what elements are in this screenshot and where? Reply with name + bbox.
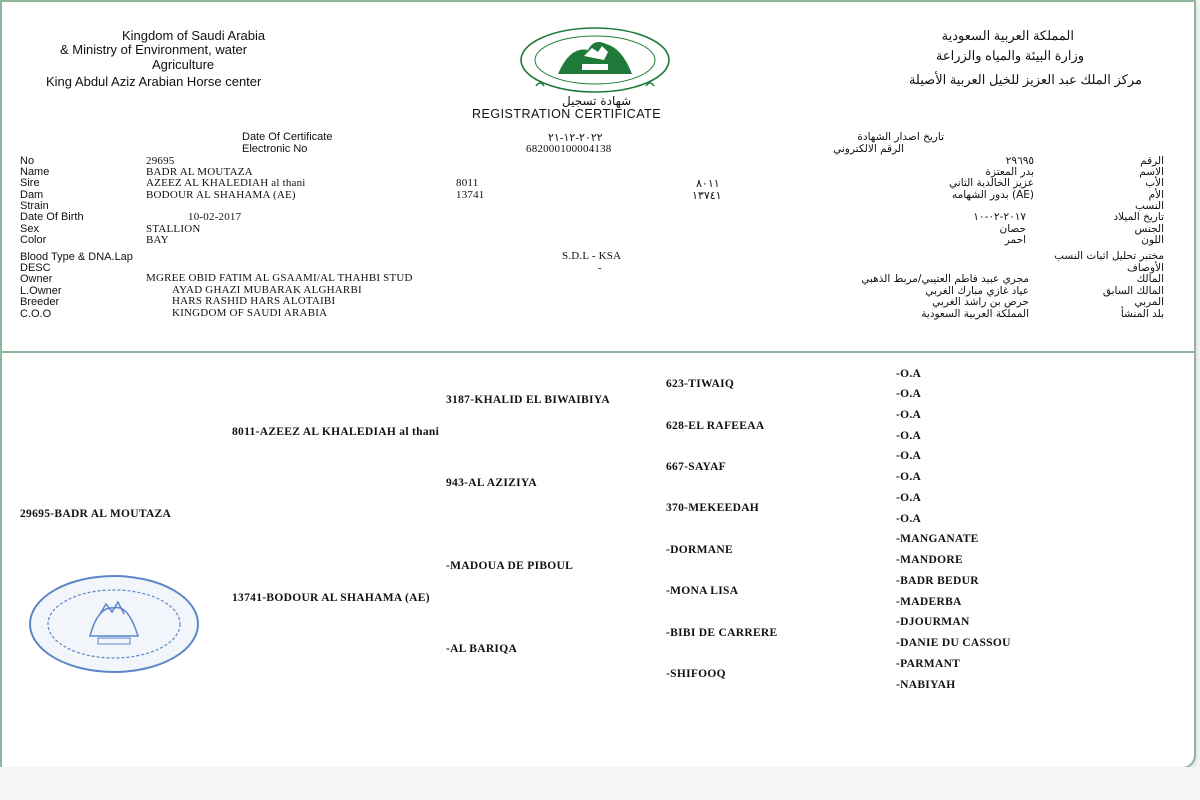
field-label-ar: الجنس <box>1134 223 1164 235</box>
field-extra-ar: ١٣٧٤١ <box>692 190 722 202</box>
official-stamp <box>28 574 200 674</box>
owner-value-ar: مجري عبيد فاطم العتيبي/مربط الذهبي <box>861 273 1029 285</box>
header-en-line1: Kingdom of Saudi Arabia <box>122 28 266 43</box>
title-en: REGISTRATION CERTIFICATE <box>472 107 662 121</box>
pedigree-gen3: -DORMANE <box>666 544 733 556</box>
field-value: BAY <box>146 234 169 246</box>
horse-emblem-icon <box>518 26 672 94</box>
owner-value: MGREE OBID FATIM AL GSAAMI/AL THAHBI STUD <box>146 272 413 284</box>
header-en-line2: & Ministry of Environment, water <box>60 42 248 57</box>
pedigree-gen3: 628-EL RAFEEAA <box>666 420 765 432</box>
field-extra-ar: ٨٠١١ <box>696 178 720 190</box>
pedigree-gen4: -O.A <box>896 492 922 504</box>
pedigree-gen3: 667-SAYAF <box>666 461 727 473</box>
desc-label: DESC <box>20 262 51 274</box>
field-label: No <box>20 155 35 167</box>
field-value-ar: عزيز الخالدية الثاني <box>949 177 1034 189</box>
date-of-certificate-label: Date Of Certificate <box>242 131 333 143</box>
owner-value-ar: المملكة العربية السعودية <box>921 308 1029 320</box>
owner-label: L.Owner <box>20 285 62 297</box>
header-ar-line3: مركز الملك عبد العزيز للخيل العربية الأصيلة <box>908 72 1142 87</box>
title-ar: شهادة تسجيل <box>562 94 632 108</box>
pedigree-gen4: -NABIYAH <box>896 679 956 691</box>
field-extra: 8011 <box>456 177 479 189</box>
pedigree-gen2: -MADOUA DE PIBOUL <box>446 560 574 572</box>
date-of-certificate-value: ٢٠٢٢-١٢-٢١ <box>548 132 603 144</box>
pedigree-gen2: 943-AL AZIZIYA <box>446 477 538 489</box>
field-value: 10-02-2017 <box>188 211 242 223</box>
owner-value-ar: حرص بن راشد الغربي <box>932 296 1029 308</box>
pedigree-gen4: -O.A <box>896 368 922 380</box>
center-logo <box>518 26 672 94</box>
owner-label-ar: بلد المنشأ <box>1120 308 1164 320</box>
pedigree-gen3: -BIBI DE CARRERE <box>666 627 778 639</box>
field-value: BADR AL MOUTAZA <box>146 166 253 178</box>
pedigree-gen4: -O.A <box>896 430 922 442</box>
field-label-ar: النسب <box>1135 200 1164 212</box>
field-value-ar: حصان <box>999 223 1026 235</box>
blood-type-value: S.D.L - KSA <box>562 250 622 262</box>
field-label: Date Of Birth <box>20 211 84 223</box>
pedigree-gen4: -O.A <box>896 409 922 421</box>
pedigree-gen2: 3187-KHALID EL BIWAIBIYA <box>446 394 610 406</box>
date-of-certificate-label-ar: تاريخ اصدار الشهادة <box>857 131 944 143</box>
field-label: Sex <box>20 223 39 235</box>
field-value: 29695 <box>146 155 175 167</box>
pedigree-dam: 13741-BODOUR AL SHAHAMA (AE) <box>232 592 430 604</box>
pedigree-gen4: -DANIE DU CASSOU <box>896 637 1011 649</box>
field-label-ar: الرقم <box>1140 155 1164 167</box>
pedigree-gen3: 623-TIWAIQ <box>666 378 735 390</box>
owner-value-ar: عياد غازي مبارك الغربي <box>925 285 1029 297</box>
pedigree-gen4: -O.A <box>896 388 922 400</box>
stamp-seal-icon <box>28 574 200 674</box>
field-value-ar: (AE) بدور الشهامه <box>951 189 1034 201</box>
field-extra: 13741 <box>456 189 485 201</box>
header-en-line4: King Abdul Aziz Arabian Horse center <box>46 74 262 89</box>
owner-label-ar: المالك <box>1136 273 1164 285</box>
pedigree-gen4: -MANGANATE <box>896 533 979 545</box>
field-value-ar: ٢٠١٧-٠٢-١٠ <box>973 211 1026 223</box>
blood-type-label-ar: مختبر تحليل اثبات النسب <box>1054 250 1164 262</box>
field-value-ar: احمر <box>1004 234 1026 246</box>
electronic-no-value: 682000100004138 <box>526 143 612 155</box>
field-value: AZEEZ AL KHALEDIAH al thani <box>146 177 306 189</box>
field-label: Sire <box>20 177 40 189</box>
pedigree-gen4: -BADR BEDUR <box>896 575 979 587</box>
pedigree-gen4: -O.A <box>896 513 922 525</box>
field-label-ar: الاسم <box>1139 166 1164 178</box>
field-label: Strain <box>20 200 49 212</box>
pedigree-gen4: -MANDORE <box>896 554 963 566</box>
owner-label: Breeder <box>20 296 60 308</box>
desc-value: - <box>598 262 602 274</box>
blood-type-label: Blood Type & DNA.Lap <box>20 251 133 263</box>
pedigree-gen3: -MONA LISA <box>666 585 739 597</box>
desc-label-ar: الأوصاف <box>1127 262 1164 274</box>
field-label-ar: الأب <box>1145 177 1164 189</box>
owner-label: C.O.O <box>20 308 52 320</box>
field-label-ar: الأم <box>1148 189 1164 201</box>
owner-label-ar: المالك السابق <box>1102 285 1164 297</box>
pedigree-gen3: -SHIFOOQ <box>666 668 726 680</box>
field-value: STALLION <box>146 223 201 235</box>
pedigree-gen4: -DJOURMAN <box>896 616 970 628</box>
owner-value: HARS RASHID HARS ALOTAIBI <box>172 295 336 307</box>
page-background <box>0 767 1200 800</box>
pedigree-gen4: -O.A <box>896 450 922 462</box>
pedigree-gen4: -MADERBA <box>896 596 962 608</box>
field-label: Name <box>20 166 50 178</box>
header-ar-line1: المملكة العربية السعودية <box>941 28 1074 43</box>
pedigree-gen2: -AL BARIQA <box>446 643 518 655</box>
field-label-ar: تاريخ الميلاد <box>1113 211 1164 223</box>
field-label-ar: اللون <box>1141 234 1164 246</box>
owner-label-ar: المربي <box>1134 296 1164 308</box>
field-value-ar: بدر المعتزة <box>985 166 1034 178</box>
pedigree-gen3: 370-MEKEEDAH <box>666 502 760 514</box>
field-value-ar: ٢٩٦٩٥ <box>1005 155 1034 167</box>
pedigree-gen4: -PARMANT <box>896 658 961 670</box>
field-label: Dam <box>20 189 44 201</box>
pedigree-sire: 8011-AZEEZ AL KHALEDIAH al thani <box>232 426 440 438</box>
field-value: BODOUR AL SHAHAMA (AE) <box>146 189 296 201</box>
electronic-no-label: Electronic No <box>242 143 308 155</box>
pedigree-gen4: -O.A <box>896 471 922 483</box>
owner-value: AYAD GHAZI MUBARAK ALGHARBI <box>172 284 362 296</box>
pedigree-horse: 29695-BADR AL MOUTAZA <box>20 508 172 520</box>
owner-label: Owner <box>20 273 53 285</box>
section-divider <box>2 351 1194 353</box>
field-label: Color <box>20 234 47 246</box>
electronic-no-label-ar: الرقم الالكتروني <box>833 143 904 155</box>
owner-value: KINGDOM OF SAUDI ARABIA <box>172 307 328 319</box>
header-ar-line2: وزارة البيئة والمياه والزراعة <box>935 48 1084 63</box>
header-en-line3: Agriculture <box>152 57 215 72</box>
